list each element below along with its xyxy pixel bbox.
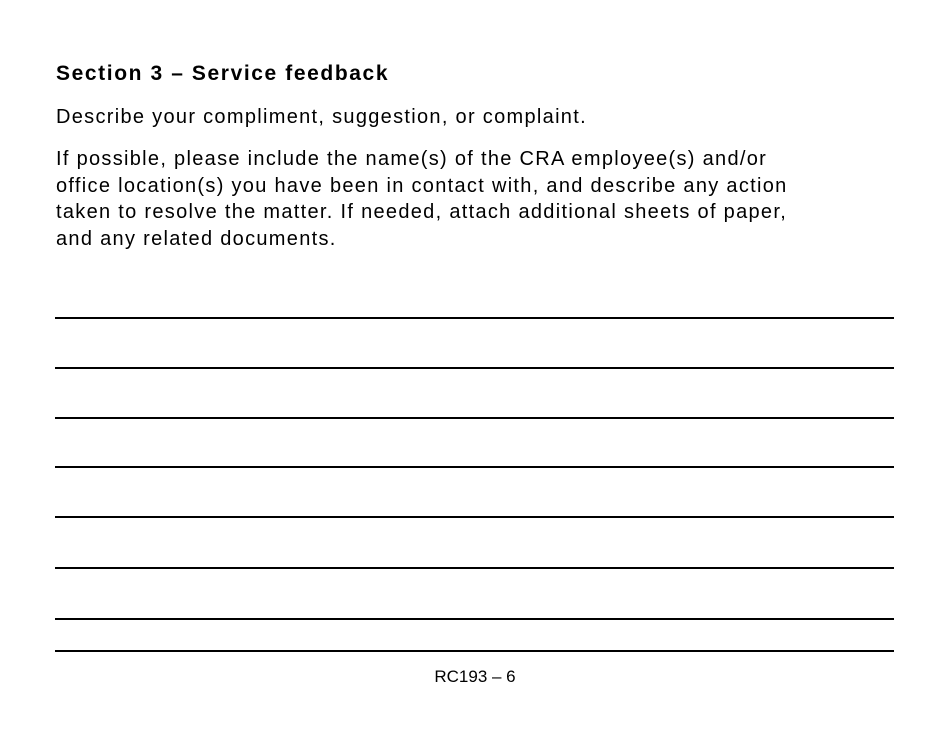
instructions-line: If possible, please include the name(s) of the CRA employee(s) and/or <box>56 148 768 170</box>
feedback-write-line[interactable] <box>55 516 894 518</box>
page-number: RC193 – 6 <box>434 667 516 686</box>
instructions-line: taken to resolve the matter. If needed, attach additional sheets of paper, <box>56 201 788 223</box>
feedback-write-line[interactable] <box>55 317 894 319</box>
feedback-write-line[interactable] <box>55 567 894 569</box>
intro-text: Describe your compliment, suggestion, or complaint. <box>56 106 587 128</box>
feedback-write-line[interactable] <box>55 618 894 620</box>
feedback-write-line[interactable] <box>55 650 894 652</box>
feedback-write-line[interactable] <box>55 367 894 369</box>
instructions-text <box>56 146 788 252</box>
section-title: Section 3 – Service feedback <box>56 62 390 85</box>
instructions-line: and any related documents. <box>56 227 337 250</box>
feedback-write-line[interactable] <box>55 417 894 419</box>
feedback-write-line[interactable] <box>55 466 894 468</box>
instructions-line: office location(s) you have been in contact with, and describe any action <box>56 174 788 197</box>
